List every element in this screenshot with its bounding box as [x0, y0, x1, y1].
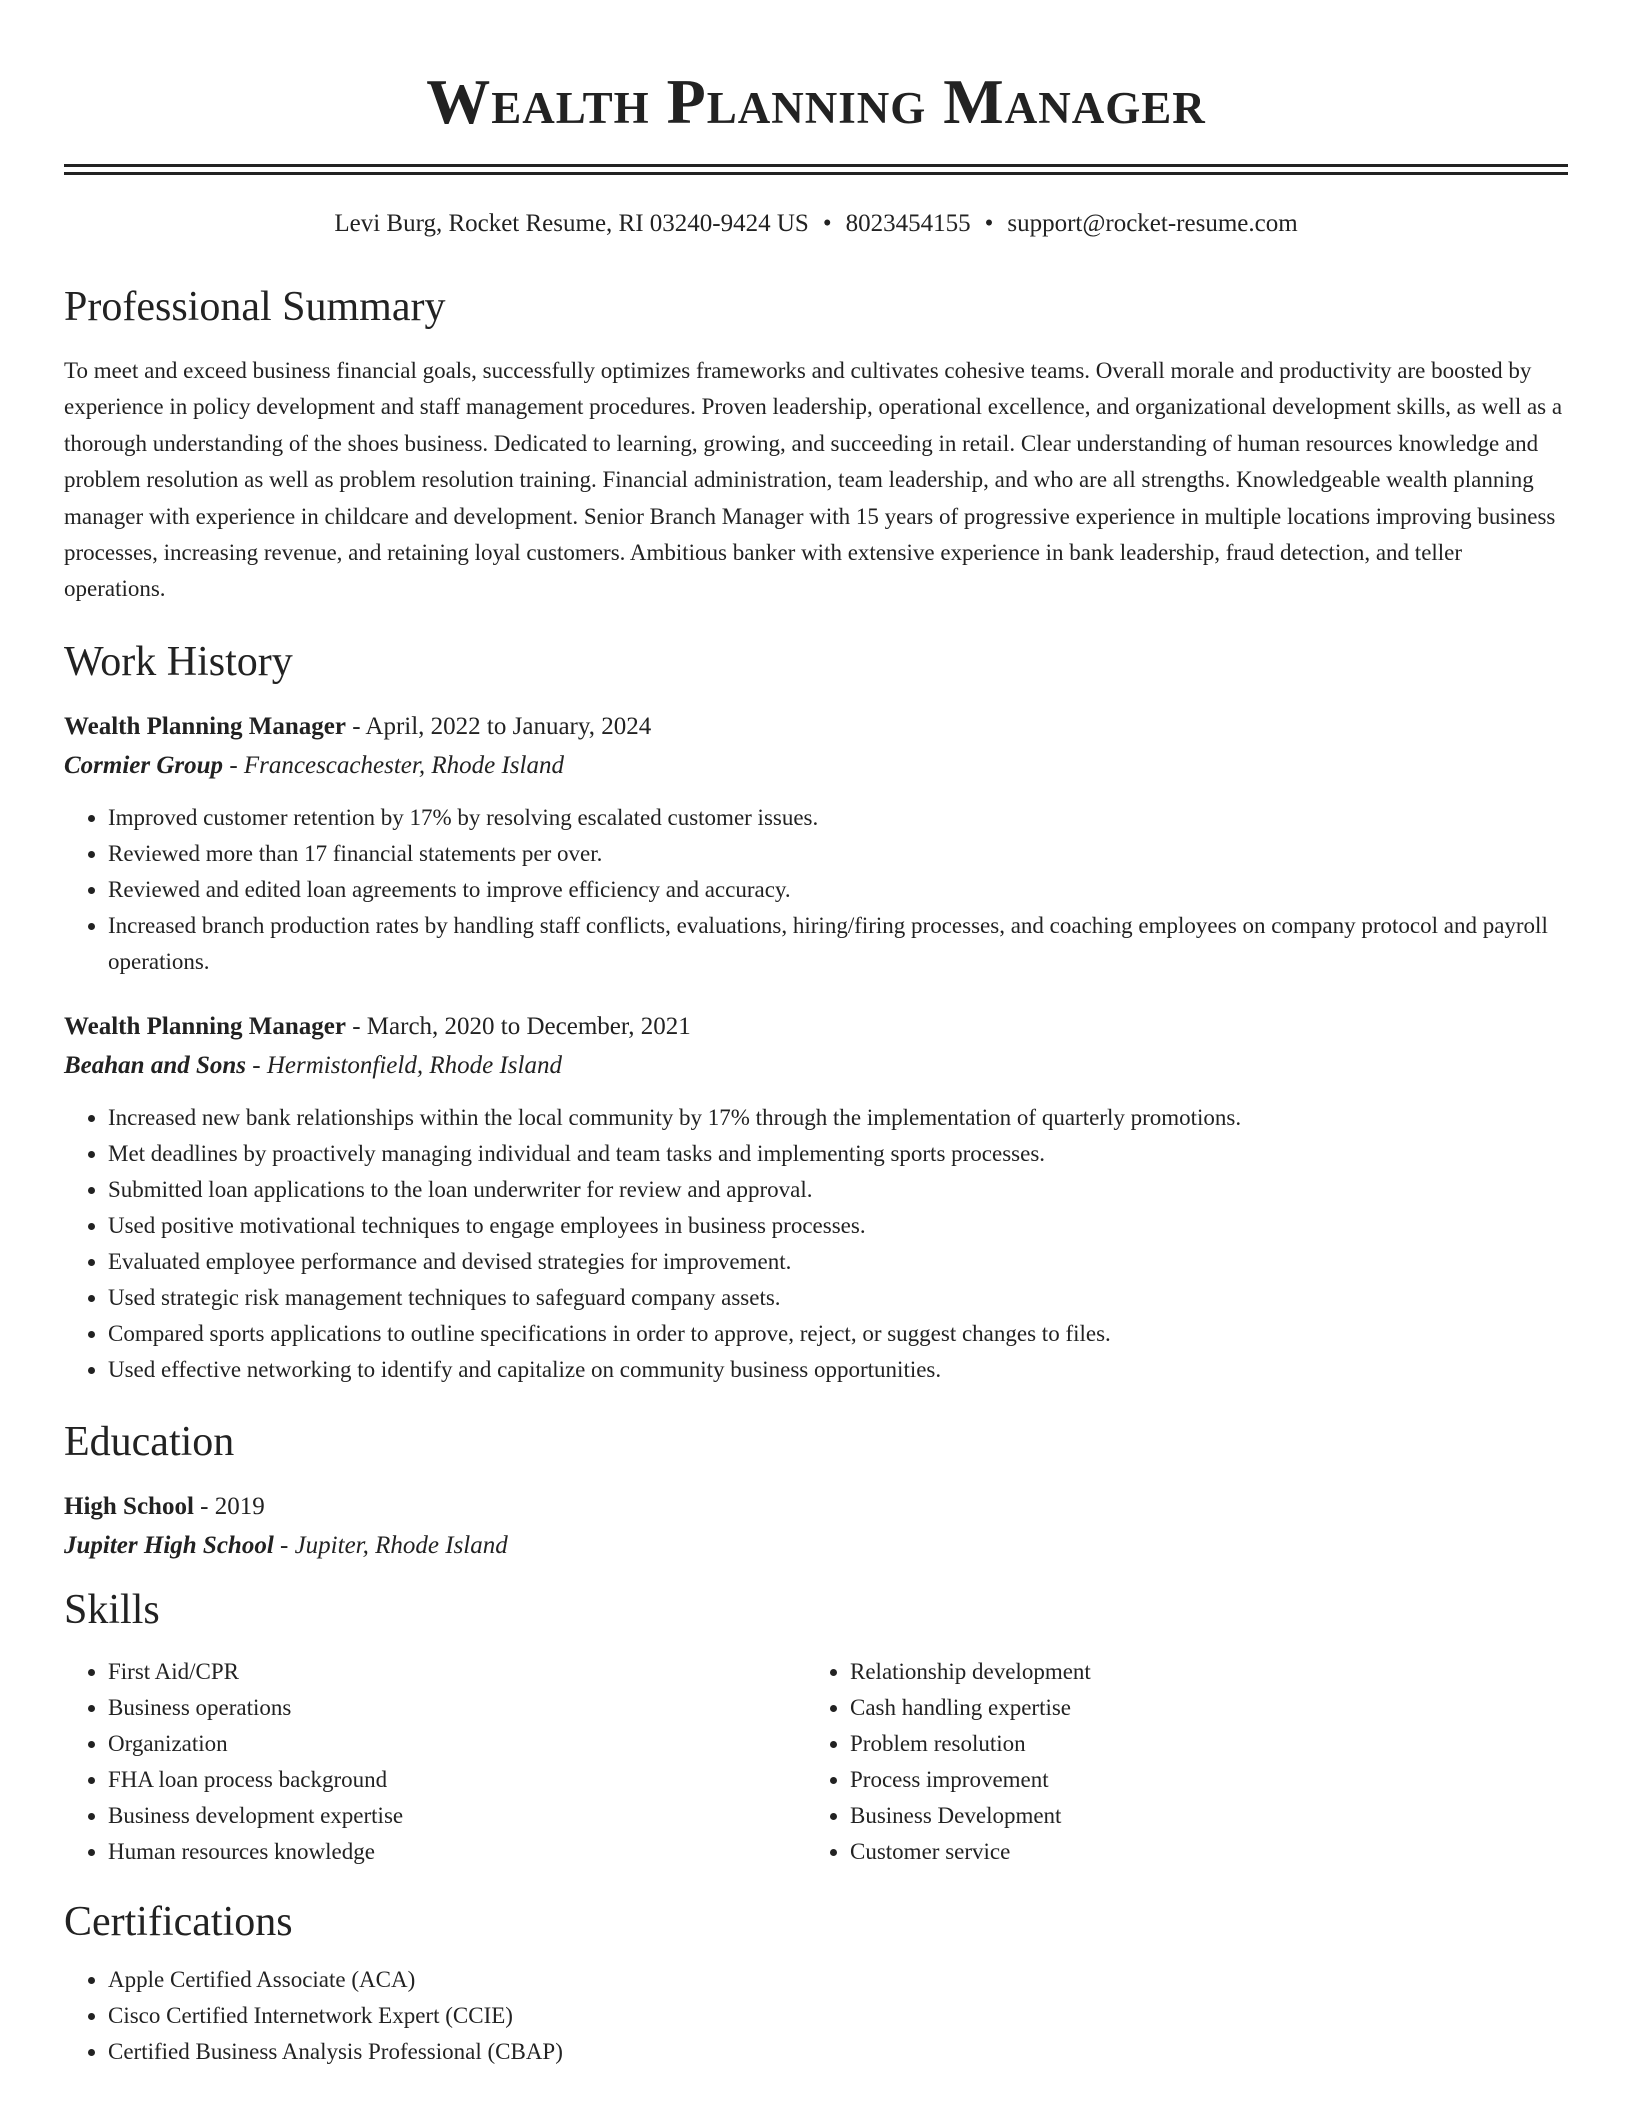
- list-item: • Increased new bank relationships within the local community by 17% through the implementation of quarterly promotions.: [108, 1100, 1568, 1136]
- summary-text: To meet and exceed business financial goals, successfully optimizes frameworks and cultivates cohesive teams. Overall morale and productivity are boosted by experience in policy development and staff management procedures. Proven leadership, operational excellence, and organizational development skills, as well as a thorough understanding of the shoes business. Dedicated to learning, growing, and succeeding in retail. Clear understanding of human resources knowledge and problem resolution as well as problem resolution training. Financial administration, team leadership, and who are all strengths. Knowledgeable wealth planning manager with experience in childcare and development. Senior Branch Manager with 15 years of progressive experience in multiple locations improving business processes, increasing revenue, and retaining loyal customers. Ambitious banker with extensive experience in bank leadership, fraud detection, and teller operations.: [64, 358, 1563, 602]
- school-line: [64, 1526, 1568, 1566]
- job-title: Wealth Planning Manager: [64, 1012, 346, 1040]
- skill-item: • Business Development: [850, 1798, 1548, 1834]
- skill-item: • Human resources knowledge: [108, 1834, 806, 1870]
- list-item: • Submitted loan applications to the loan underwriter for review and approval.: [108, 1172, 1568, 1208]
- job-company: Beahan and Sons: [64, 1051, 247, 1079]
- list-item: • Used strategic risk management techniques to safeguard company assets.: [108, 1280, 1568, 1316]
- skill-item: • Business development expertise: [108, 1798, 806, 1834]
- certifications-heading: Certifications: [64, 1898, 293, 1945]
- job-location: - Francescachester, Rhode Island: [223, 751, 564, 779]
- skill-item: • FHA loan process background: [108, 1762, 806, 1798]
- skills-heading: Skills: [64, 1586, 160, 1633]
- list-item: • Improved customer retention by 17% by resolving escalated customer issues.: [108, 800, 1568, 836]
- job-entry: [64, 708, 1568, 980]
- title-divider: [64, 164, 1568, 175]
- summary-heading: Professional Summary: [64, 284, 446, 330]
- contact-phone: 8023454155: [845, 210, 971, 237]
- education-heading: Education: [64, 1418, 235, 1465]
- education-section: [64, 1416, 1568, 1566]
- contact-line: [64, 207, 1568, 241]
- list-item: • Increased branch production rates by handling staff conflicts, evaluations, hiring/firing processes, and coaching employees on company protocol and payroll operations.: [108, 908, 1568, 980]
- school-name: Jupiter High School: [64, 1531, 274, 1559]
- job-company: Cormier Group: [64, 751, 224, 779]
- contact-address: Levi Burg, Rocket Resume, RI 03240-9424 US: [334, 210, 809, 237]
- graduation-year: - 2019: [193, 1492, 265, 1520]
- skill-item: • Problem resolution: [850, 1726, 1548, 1762]
- list-item: • Used effective networking to identify and capitalize on community business opportunities.: [108, 1352, 1568, 1388]
- list-item: • Met deadlines by proactively managing individual and team tasks and implementing sports processes.: [108, 1136, 1568, 1172]
- degree-line: [64, 1488, 1568, 1526]
- certifications-section: [64, 1896, 1568, 2070]
- certification-item: • Certified Business Analysis Professional (CBAP): [108, 2034, 1568, 2070]
- list-item: • Evaluated employee performance and devised strategies for improvement.: [108, 1244, 1568, 1280]
- work-history-heading: Work History: [64, 638, 293, 685]
- skill-item: • First Aid/CPR: [108, 1654, 806, 1690]
- skills-list-left: [64, 1654, 806, 1870]
- job-entry: [64, 1008, 1568, 1388]
- certification-item: • Apple Certified Associate (ACA): [108, 1962, 1568, 1998]
- certifications-list: [64, 1962, 1568, 2070]
- job-dates: - March, 2020 to December, 2021: [345, 1012, 691, 1040]
- school-location: - Jupiter, Rhode Island: [273, 1531, 508, 1559]
- skills-section: [64, 1584, 1568, 1870]
- skill-item: • Customer service: [850, 1834, 1548, 1870]
- degree: High School: [64, 1492, 194, 1520]
- bullet-separator: •: [822, 210, 832, 237]
- job-bullet-list: [64, 1100, 1568, 1388]
- job-title-line: [64, 708, 1568, 746]
- skill-item: • Process improvement: [850, 1762, 1548, 1798]
- work-history-section: [64, 636, 1568, 1388]
- page-title: Wealth Planning Manager: [426, 66, 1206, 137]
- list-item: • Compared sports applications to outline specifications in order to approve, reject, or suggest changes to files.: [108, 1316, 1568, 1352]
- job-bullet-list: [64, 800, 1568, 980]
- education-entry: [64, 1488, 1568, 1566]
- skills-list-right: [806, 1654, 1548, 1870]
- job-company-line: [64, 1046, 1568, 1086]
- skill-item: • Cash handling expertise: [850, 1690, 1548, 1726]
- job-title-line: [64, 1008, 1568, 1046]
- list-item: • Reviewed and edited loan agreements to improve efficiency and accuracy.: [108, 872, 1568, 908]
- skill-item: • Organization: [108, 1726, 806, 1762]
- bullet-separator: •: [984, 210, 994, 237]
- job-location: - Hermistonfield, Rhode Island: [246, 1051, 562, 1079]
- certification-item: • Cisco Certified Internetwork Expert (CCIE): [108, 1998, 1568, 2034]
- skill-item: • Relationship development: [850, 1654, 1548, 1690]
- summary-section: [64, 281, 1568, 608]
- list-item: • Reviewed more than 17 financial statements per over.: [108, 836, 1568, 872]
- job-title: Wealth Planning Manager: [64, 712, 346, 740]
- job-dates: - April, 2022 to January, 2024: [345, 712, 652, 740]
- skills-grid: [64, 1654, 1568, 1870]
- skill-item: • Business operations: [108, 1690, 806, 1726]
- list-item: • Used positive motivational techniques to engage employees in business processes.: [108, 1208, 1568, 1244]
- contact-email: support@rocket-resume.com: [1007, 210, 1298, 237]
- job-company-line: [64, 746, 1568, 786]
